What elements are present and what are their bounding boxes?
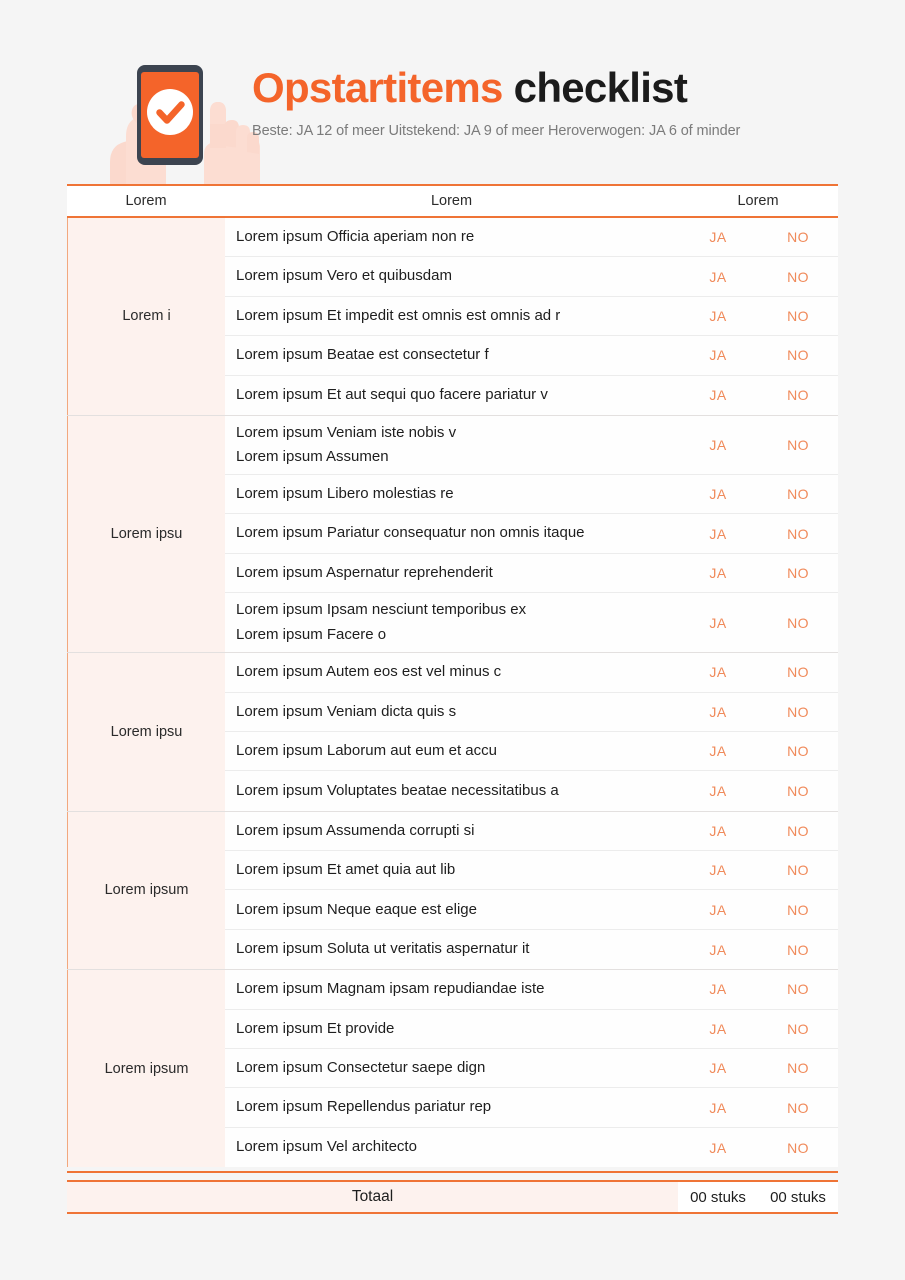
table-row[interactable] [225, 653, 838, 692]
section-label: Lorem ipsu [67, 653, 225, 811]
table-section [67, 416, 838, 653]
answer-yes-option[interactable]: JA [709, 981, 727, 998]
table-row[interactable] [225, 1010, 838, 1049]
checklist-item-line: Lorem ipsum Pariatur consequatur non omnis itaque [236, 524, 585, 542]
checklist-item-line: Lorem ipsum Neque eaque est elige [236, 900, 477, 918]
table-row[interactable] [225, 812, 838, 851]
section-label: Lorem ipsum [67, 812, 225, 970]
answer-no-option[interactable]: NO [787, 307, 809, 324]
phone-checkmark-hands-illustration [96, 50, 271, 186]
table-row[interactable] [225, 732, 838, 771]
answer-no-option[interactable]: NO [787, 901, 809, 918]
checklist-item-line: Lorem ipsum Veniam iste nobis v [236, 423, 457, 441]
checklist-item-text [225, 1095, 678, 1119]
answer-no-option[interactable]: NO [787, 862, 809, 879]
table-section [67, 653, 838, 812]
answer-no-option[interactable]: NO [787, 486, 809, 503]
answer-no-option[interactable]: NO [787, 268, 809, 285]
checklist-item-line: Lorem ipsum Ipsam nesciunt temporibus ex [236, 601, 527, 619]
answer-yes-option[interactable]: JA [709, 229, 727, 246]
checklist-item-line: Lorem ipsum Officia aperiam non re [236, 228, 475, 246]
page-subtitle: Beste: JA 12 of meer Uitstekend: JA 9 of meer Heroverwogen: JA 6 of minder [252, 123, 741, 140]
answer-yes-option[interactable]: JA [709, 1020, 727, 1037]
table-row[interactable] [225, 336, 838, 375]
checklist-item-line: Lorem ipsum Libero molestias re [236, 485, 454, 502]
total-yes-value: 00 stuks [678, 1182, 758, 1212]
table-row[interactable] [225, 771, 838, 810]
answer-no-option[interactable]: NO [787, 1139, 809, 1156]
page-header [0, 0, 905, 186]
answer-yes-option[interactable]: JA [709, 901, 727, 918]
answer-no-option[interactable]: NO [787, 703, 809, 720]
column-header-group: Lorem [125, 192, 167, 209]
checklist-item-line: Lorem ipsum Veniam dicta quis s [236, 702, 457, 720]
answer-yes-option[interactable]: JA [709, 1060, 727, 1077]
section-rows [225, 812, 838, 970]
answer-yes-option[interactable]: JA [709, 614, 727, 631]
answer-no-option[interactable]: NO [787, 614, 809, 631]
answer-no-option[interactable]: NO [787, 347, 809, 364]
answer-yes-option[interactable]: JA [709, 268, 727, 285]
table-row[interactable] [225, 851, 838, 890]
section-rows [225, 653, 838, 811]
table-row[interactable] [225, 593, 838, 652]
checklist-item-text [225, 421, 678, 470]
answer-yes-option[interactable]: JA [709, 862, 727, 879]
checklist-item-text [225, 898, 678, 922]
checklist-item-text [225, 383, 678, 407]
total-label: Totaal [351, 1188, 394, 1206]
checklist-item-line: Lorem ipsum Vero et quibusdam [236, 267, 452, 285]
page-title-accent: Opstartitems [252, 64, 503, 111]
table-row[interactable] [225, 218, 838, 257]
checklist-item-text [225, 779, 678, 803]
table-row[interactable] [225, 1088, 838, 1127]
checklist-item-line: Lorem ipsum Et aut sequi quo facere pariatur v [236, 386, 548, 404]
answer-yes-option[interactable]: JA [709, 486, 727, 503]
table-row[interactable] [225, 475, 838, 514]
section-rows [225, 416, 838, 652]
checklist-item-line: Lorem ipsum Et amet quia aut lib [236, 861, 456, 879]
checklist-item-text [225, 977, 678, 1001]
table-row[interactable] [225, 514, 838, 553]
checklist-item-text [225, 1017, 678, 1041]
table-row[interactable] [225, 970, 838, 1009]
checklist-item-text [225, 521, 678, 545]
total-row [67, 1182, 838, 1214]
answer-no-option[interactable]: NO [787, 1099, 809, 1116]
answer-no-option[interactable]: NO [787, 941, 809, 958]
table-section [67, 970, 838, 1167]
answer-no-option[interactable]: NO [787, 525, 809, 542]
checklist-item-line: Lorem ipsum Aspernatur reprehenderit [236, 563, 493, 581]
answer-yes-option[interactable]: JA [709, 822, 727, 839]
answer-yes-option[interactable]: JA [709, 387, 727, 404]
page-title-rest: checklist [502, 64, 688, 111]
section-label: Lorem ipsu [67, 416, 225, 652]
answer-yes-option[interactable]: JA [709, 941, 727, 958]
checklist-table [67, 184, 838, 1214]
checklist-item-text [225, 660, 678, 684]
table-row[interactable] [225, 1049, 838, 1088]
checklist-item-line: Lorem ipsum Beatae est consectetur f [236, 346, 489, 364]
answer-yes-option[interactable]: JA [709, 525, 727, 542]
answer-yes-option[interactable]: JA [709, 782, 727, 799]
checklist-item-line: Lorem ipsum Vel architecto [236, 1138, 417, 1156]
answer-yes-option[interactable]: JA [709, 436, 727, 453]
answer-no-option[interactable]: NO [787, 1020, 809, 1037]
checklist-item-line: Lorem ipsum Magnam ipsam repudiandae iste [236, 980, 545, 998]
table-row[interactable] [225, 930, 838, 969]
checklist-item-line: Lorem ipsum Et provide [236, 1019, 395, 1037]
answer-no-option[interactable]: NO [787, 564, 809, 581]
answer-yes-option[interactable]: JA [709, 347, 727, 364]
checklist-item-text [225, 700, 678, 724]
checklist-item-text [225, 482, 678, 506]
page-title [252, 66, 852, 110]
total-no-value: 00 stuks [758, 1182, 838, 1212]
answer-no-option[interactable]: NO [787, 743, 809, 760]
table-row[interactable] [225, 376, 838, 415]
answer-yes-option[interactable]: JA [709, 664, 727, 681]
answer-no-option[interactable]: NO [787, 822, 809, 839]
checklist-item-text [225, 858, 678, 882]
checklist-item-line: Lorem ipsum Assumen [236, 447, 389, 465]
answer-no-option[interactable]: NO [787, 782, 809, 799]
checklist-item-text [225, 598, 678, 647]
table-header-row [67, 184, 838, 218]
table-row[interactable] [225, 416, 838, 475]
checklist-item-text [225, 739, 678, 763]
title-block [252, 66, 852, 139]
checklist-item-text [225, 561, 678, 585]
checklist-item-text [225, 304, 678, 328]
checklist-item-text [225, 264, 678, 288]
table-row[interactable] [225, 257, 838, 296]
checklist-item-text [225, 225, 678, 249]
table-bottom-rule [67, 1171, 838, 1173]
answer-yes-option[interactable]: JA [709, 703, 727, 720]
checklist-item-text [225, 343, 678, 367]
answer-yes-option[interactable]: JA [709, 1139, 727, 1156]
column-header-result: Lorem [737, 192, 779, 209]
answer-no-option[interactable]: NO [787, 229, 809, 246]
table-row[interactable] [225, 693, 838, 732]
table-body [67, 218, 838, 1167]
section-rows [225, 218, 838, 415]
section-label: Lorem i [67, 218, 225, 415]
checklist-item-text [225, 819, 678, 843]
checklist-item-text [225, 937, 678, 961]
table-section [67, 218, 838, 416]
table-row[interactable] [225, 890, 838, 929]
column-header-item: Lorem [430, 192, 473, 209]
answer-yes-option[interactable]: JA [709, 1099, 727, 1116]
checklist-item-line: Lorem ipsum Consectetur saepe dign [236, 1059, 486, 1077]
answer-yes-option[interactable]: JA [709, 564, 727, 581]
answer-no-option[interactable]: NO [787, 436, 809, 453]
checklist-item-line: Lorem ipsum Et impedit est omnis est omnis ad r [236, 306, 561, 324]
section-rows [225, 970, 838, 1167]
table-row[interactable] [225, 554, 838, 593]
checklist-item-line: Lorem ipsum Soluta ut veritatis aspernatur it [236, 940, 530, 958]
answer-no-option[interactable]: NO [787, 981, 809, 998]
answer-yes-option[interactable]: JA [709, 307, 727, 324]
section-label: Lorem ipsum [67, 970, 225, 1167]
checklist-item-text [225, 1056, 678, 1080]
checklist-item-line: Lorem ipsum Facere o [236, 625, 387, 643]
checklist-item-line: Lorem ipsum Assumenda corrupti si [236, 821, 475, 839]
table-section [67, 812, 838, 971]
table-row[interactable] [225, 1128, 838, 1167]
answer-yes-option[interactable]: JA [709, 743, 727, 760]
checklist-item-line: Lorem ipsum Repellendus pariatur rep [236, 1098, 492, 1116]
answer-no-option[interactable]: NO [787, 664, 809, 681]
table-row[interactable] [225, 297, 838, 336]
checklist-item-line: Lorem ipsum Voluptates beatae necessitatibus a [236, 781, 559, 799]
answer-no-option[interactable]: NO [787, 1060, 809, 1077]
answer-no-option[interactable]: NO [787, 387, 809, 404]
checklist-item-line: Lorem ipsum Laborum aut eum et accu [236, 741, 497, 759]
checklist-item-line: Lorem ipsum Autem eos est vel minus c [236, 663, 502, 681]
checklist-item-text [225, 1135, 678, 1159]
